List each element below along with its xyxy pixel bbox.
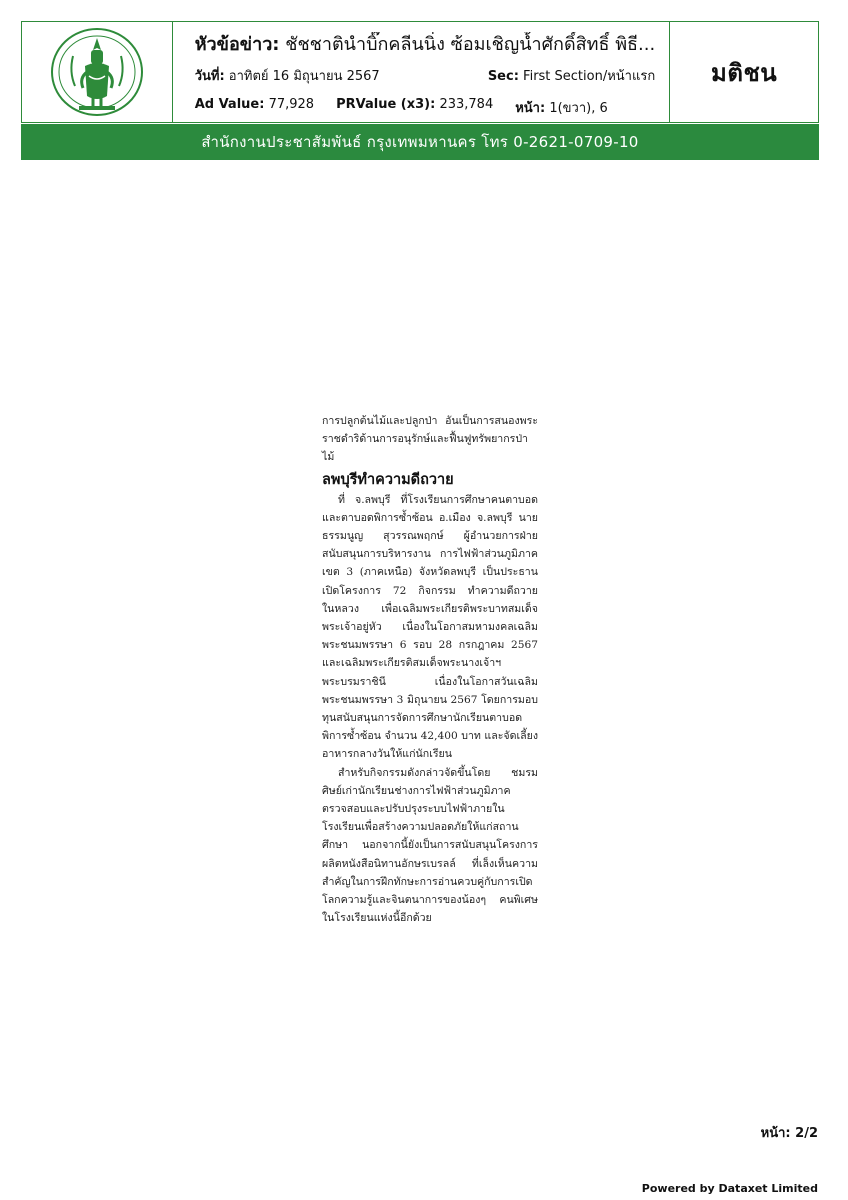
contact-banner [21,124,819,160]
article-subheading: ลพบุรีทำความดีถวาย [322,471,454,488]
date-field [195,65,380,86]
date-section-row [195,65,656,86]
section-label: Sec: [487,69,519,84]
contact-banner-text: สำนักงานประชาสัมพันธ์ กรุงเทพมหานคร โทร 0-2621-0709-10 [201,133,639,151]
date-label: วันที่: [194,69,225,84]
clipping-header [21,21,819,123]
logo-cell [22,22,173,122]
section-value: First Section/หน้าแรก [523,69,656,84]
publication-name: มติชน [711,58,778,87]
pr-value-field [336,97,493,118]
date-value: อาทิตย์ 16 มิถุนายน 2567 [228,69,380,84]
publication-cell [669,22,818,122]
bangkok-city-seal-icon [49,26,145,118]
headline-label: หัวข้อข่าว: [194,34,280,55]
headline-row [195,32,656,58]
value-row [195,97,656,118]
pr-value-label: PRValue (x3): [336,97,436,112]
headline-text: ชัชชาตินำบิ๊กคลีนนิ่ง ซ้อมเชิญน้ำศักดิ์สิทธิ์ พิธี... [285,34,656,55]
page-field [515,97,608,118]
pr-value: 233,784 [439,97,494,112]
powered-by: Powered by Dataxet Limited [641,1182,818,1195]
ad-value-label: Ad Value: [194,97,265,112]
article-paragraph-1: ที่ จ.ลพบุรี ที่โรงเรียนการศึกษาคนตาบอดและตาบอดพิการซ้ำซ้อน อ.เมือง จ.ลพบุรี นายธรรมนูญ สุวรรณพฤกษ์ ผู้อำนวยการฝ่ายสนับสนุนการบริหารงาน การไฟฟ้าส่วนภูมิภาค เขต 3 (ภาคเหนือ) จังหวัดลพบุรี เป็นประธานเปิดโครงการ 72 กิจกรรม ทำความดีถวายในหลวง เพื่อเฉลิมพระเกียรติพระบาทสมเด็จพระเจ้าอยู่หัว เนื่องในโอกาสมหามงคลเฉลิมพระชนมพรรษา 6 รอบ 28 กรกฎาคม 2567 และเฉลิมพระเกียรติสมเด็จพระนางเจ้าฯ พระบรมราชินี เนื่องในโอกาสวันเฉลิมพระชนมพรรษา 3 มิถุนายน 2567 โดยการมอบทุนสนับสนุนการจัดการศึกษานักเรียนตาบอดพิการซ้ำซ้อน จำนวน 42,400 บาท และจัดเลี้ยงอาหารกลางวันให้แก่นักเรียน [322,493,538,761]
page-value: 1(ขวา), 6 [549,101,608,116]
ad-value: 77,928 [268,97,315,112]
article-intro: การปลูกต้นไม้และปลูกป่า อันเป็นการสนองพระราชดำริด้านการอนุรักษ์และฟื้นฟูทรัพยากรป่าไม้ [322,415,538,464]
page-label: หน้า: [515,101,546,116]
article-info [173,22,670,122]
ad-value-field [195,97,314,118]
article-clipping [322,412,538,927]
page-indicator: หน้า: 2/2 [760,1126,818,1141]
section-field [488,65,655,86]
article-paragraph-2: สำหรับกิจกรรมดังกล่าวจัดขึ้นโดย ชมรมศิษย์เก่านักเรียนช่างการไฟฟ้าส่วนภูมิภาค ตรวจสอบและปรับปรุงระบบไฟฟ้าภายในโรงเรียนเพื่อสร้างความปลอดภัยให้แก่สถานศึกษา นอกจากนี้ยังเป็นการสนับสนุนโครงการ ผลิตหนังสือนิทานอักษรเบรลล์ ที่เล็งเห็นความสำคัญในการฝึกทักษะการอ่านควบคู่กับการเปิดโลกความรู้และจินตนาการของน้องๆ คนพิเศษในโรงเรียนแห่งนี้อีกด้วย [322,766,538,925]
